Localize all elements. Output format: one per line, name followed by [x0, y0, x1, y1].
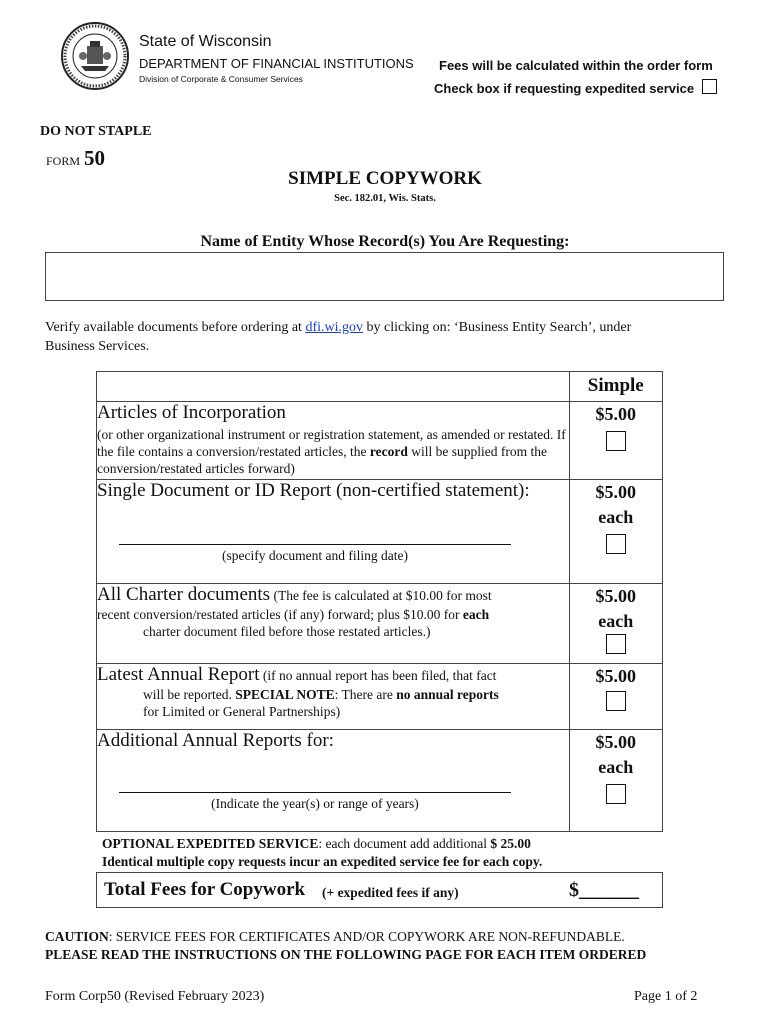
price-unit: each [598, 611, 634, 631]
expedited-text: : each document add additional [318, 836, 491, 851]
verify-text-end: by clicking on: ‘Business Entity Search’, under [363, 320, 632, 335]
total-amount-field[interactable]: $______ [569, 879, 639, 901]
row-title: Additional Annual Reports for: [97, 730, 334, 751]
expedited-checkbox-label: Check box if requesting expedited service [434, 81, 695, 96]
dfi-link[interactable]: dfi.wi.gov [305, 320, 364, 335]
page-number: Page 1 of 2 [634, 989, 698, 1004]
row-title: All Charter documents [97, 584, 271, 605]
table-row [97, 584, 663, 664]
table-row [97, 664, 663, 730]
price: $5.00 [595, 482, 636, 502]
row-description [97, 686, 569, 703]
total-sub: (+ expedited fees if any) [322, 885, 459, 900]
price-unit: each [598, 507, 634, 527]
desc-part: charter document filed before those restated articles.) [143, 624, 431, 639]
table-row [97, 730, 663, 832]
verify-instructions [45, 318, 725, 356]
table-header-blank [97, 372, 570, 402]
entity-name-field[interactable] [45, 252, 724, 301]
expedited-label: OPTIONAL EXPEDITED SERVICE [102, 836, 319, 851]
desc-part: (The fee is calculated at $10.00 for most [270, 588, 492, 603]
entity-name-label: Name of Entity Whose Record(s) You Are Requesting: [200, 233, 570, 250]
verify-text-start: Verify available documents before ordering at [45, 320, 306, 335]
years-line[interactable] [119, 792, 511, 793]
expedited-service-checkbox[interactable] [702, 79, 717, 94]
department-name: DEPARTMENT OF FINANCIAL INSTITUTIONS [139, 56, 414, 71]
caution-line2: PLEASE READ THE INSTRUCTIONS ON THE FOLLOWING PAGE FOR EACH ITEM ORDERED [45, 947, 647, 962]
row-hint: (Indicate the year(s) or range of years) [211, 796, 419, 811]
state-name: State of Wisconsin [139, 33, 272, 50]
form-label: FORM [46, 154, 81, 168]
desc-part: will be reported. [143, 687, 236, 702]
total-fees-box [96, 872, 663, 908]
price: $5.00 [595, 404, 636, 424]
fees-note: Fees will be calculated within the order form [439, 58, 713, 73]
table-row [97, 402, 663, 480]
form-title: SIMPLE COPYWORK [288, 168, 482, 189]
desc-part: will be supplied from the conversion/restated articles forward) [97, 444, 547, 476]
desc-part: : There are [334, 687, 397, 702]
row-title: Single Document or ID Report (non-certified statement): [97, 480, 530, 501]
desc-bold: no annual reports [396, 687, 499, 702]
price-unit: each [598, 757, 634, 777]
expedited-note [102, 835, 542, 871]
signature-line[interactable] [119, 544, 511, 545]
column-header-simple: Simple [569, 372, 663, 402]
caution-label: CAUTION [45, 929, 109, 944]
row-description [97, 606, 569, 623]
form-number: 50 [84, 146, 106, 170]
row-hint: (specify document and filing date) [222, 548, 408, 563]
expedited-line2: Identical multiple copy requests incur an expedited service fee for each copy. [102, 854, 543, 869]
form-revision: Form Corp50 (Revised February 2023) [45, 989, 265, 1004]
expedited-amount: $ 25.00 [490, 836, 531, 851]
caution-text: : SERVICE FEES FOR CERTIFICATES AND/OR COPYWORK ARE NON-REFUNDABLE. [108, 929, 625, 944]
desc-bold: each [462, 607, 490, 622]
table-row [97, 480, 663, 584]
additional-reports-checkbox[interactable] [606, 784, 626, 804]
price: $5.00 [595, 586, 636, 606]
division-name: Division of Corporate & Consumer Services [139, 74, 303, 84]
wisconsin-seal-logo [61, 22, 129, 90]
single-document-checkbox[interactable] [606, 534, 626, 554]
annual-report-checkbox[interactable] [606, 691, 626, 711]
row-title: Articles of Incorporation [97, 402, 286, 423]
verify-text-line2: Business Services. [45, 339, 150, 354]
desc-part: (or other organizational instrument or registration statement, as amended or restated. If the file contains a conversion/restated articles, the [97, 427, 566, 459]
do-not-staple: DO NOT STAPLE [40, 124, 152, 139]
total-label: Total Fees for Copywork [104, 879, 306, 900]
charter-documents-checkbox[interactable] [606, 634, 626, 654]
row-title: Latest Annual Report [97, 664, 260, 685]
desc-bold: record [369, 444, 408, 459]
articles-checkbox[interactable] [606, 431, 626, 451]
statute-reference: Sec. 182.01, Wis. Stats. [334, 193, 436, 204]
desc-part: for Limited or General Partnerships) [143, 704, 341, 719]
desc-bold: SPECIAL NOTE [235, 687, 335, 702]
desc-part: recent conversion/restated articles (if any) forward; plus $10.00 for [97, 607, 463, 622]
row-description [97, 426, 569, 477]
caution-note [45, 928, 646, 964]
fee-table [96, 371, 663, 832]
desc-part: (if no annual report has been filed, that fact [259, 668, 497, 683]
price: $5.00 [595, 666, 636, 686]
price: $5.00 [595, 732, 636, 752]
